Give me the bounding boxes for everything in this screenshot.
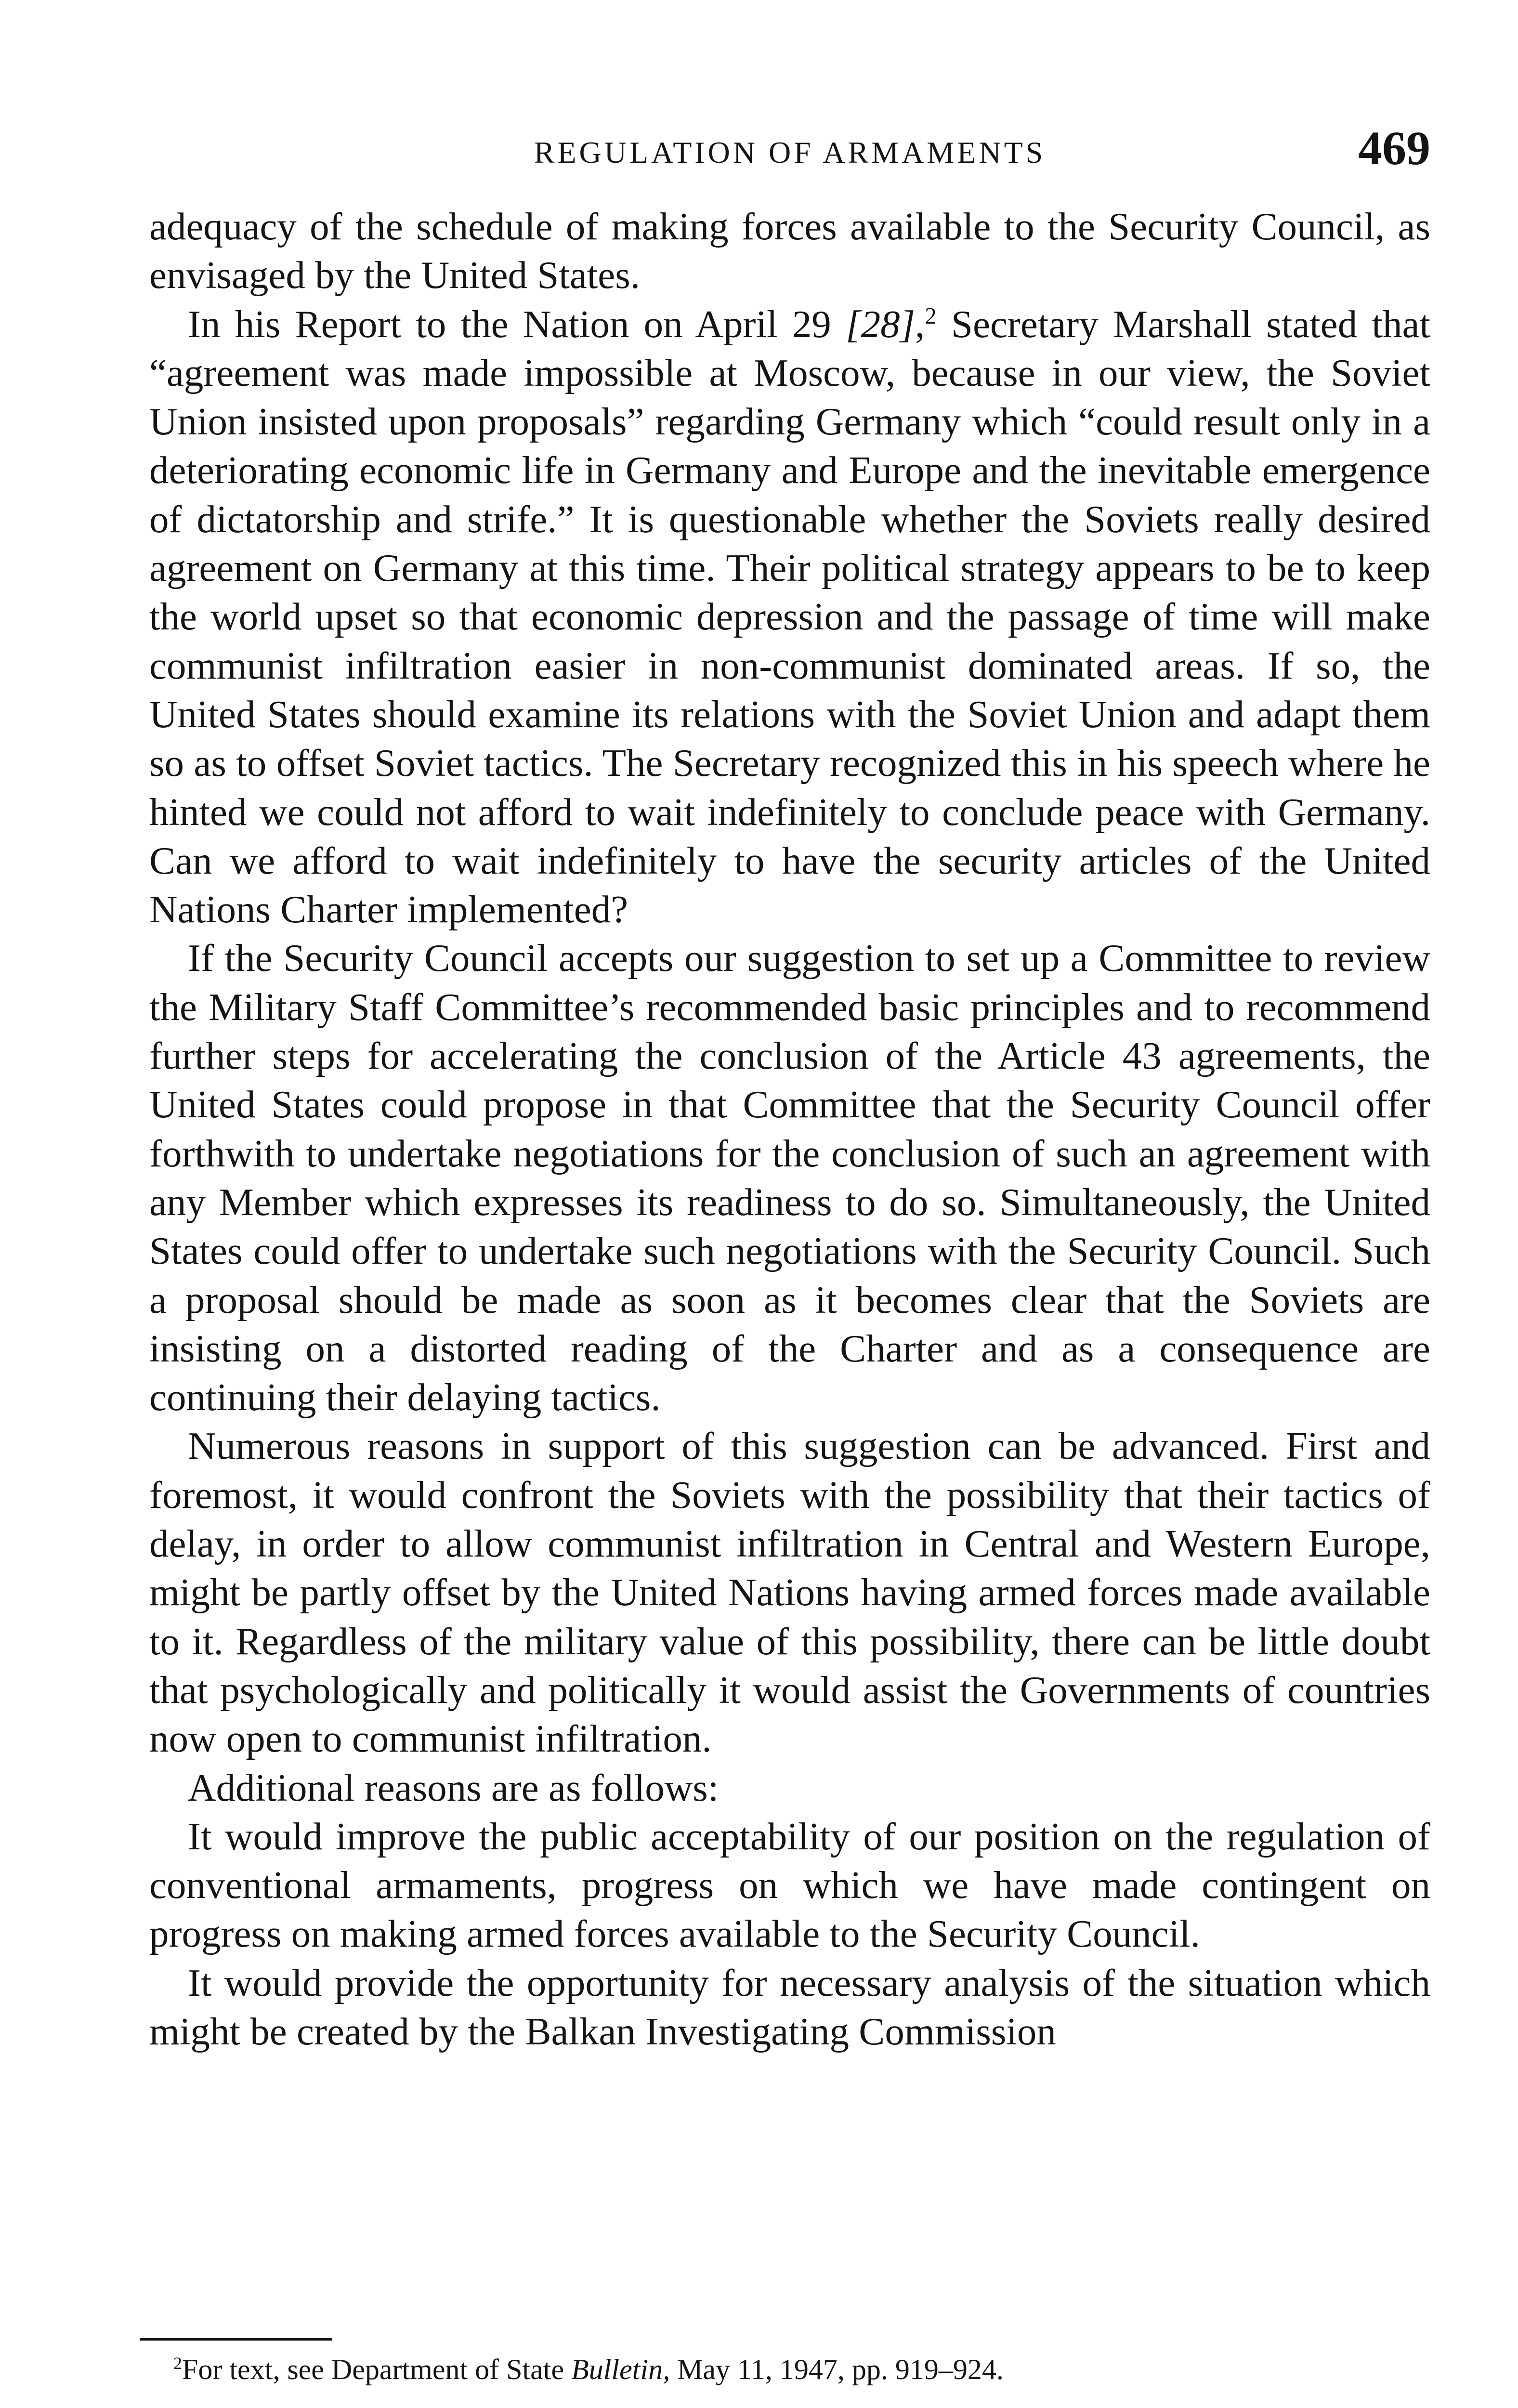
footnote-divider [140, 2338, 332, 2341]
page-number: 469 [1358, 121, 1430, 175]
footnote-publication-title: Bulletin, [571, 2354, 670, 2385]
body-text [149, 202, 1430, 2056]
paragraph-4: Numerous reasons in support of this suggestion can be advanced. First and foremost, it would confront the Soviets with the possibility that their tactics of delay, in order to allow communist infiltration in Central and Western Europe, might be partly offset by the United Nations having armed forces made available to it. Regardless of the military value of this possibility, there can be little doubt that psychologically and politically it would assist the Governments of countries now open to communist infiltration. [149, 1424, 1430, 1761]
footnote-text-lead: For text, see Department of State [182, 2354, 572, 2385]
footnote-number: 2 [173, 2354, 182, 2373]
paragraph-7: It would provide the opportunity for necessary analysis of the situation which might be created by the Balkan Investigating Commission [149, 1961, 1430, 2053]
footnote [173, 2350, 1004, 2389]
running-head: REGULATION OF ARMAMENTS [534, 135, 1046, 170]
paragraph-5: Additional reasons are as follows: [188, 1766, 719, 1809]
footnote-text-tail: May 11, 1947, pp. 919–924. [670, 2354, 1004, 2385]
paragraph-3: If the Security Council accepts our suggestion to set up a Committee to review the Military Staff Committee’s recommended basic principles and to recommend further steps for accelerating the conclusion of the Article 43 agreements, the United States could propose in that Committee that the Security Council offer forthwith to undertake negotiations for the conclusion of such an agreement with any Member which expresses its readiness to do so. Simultaneously, the United States could offer to undertake such negotiations with the Security Council. Such a proposal should be made as soon as it becomes clear that the Soviets are insisting on a distorted reading of the Charter and as a consequence are continuing their delaying tactics. [149, 936, 1430, 1419]
paragraph-2 [149, 300, 1430, 934]
footnote-marker[interactable]: 2 [925, 302, 937, 329]
paragraph-6: It would improve the public acceptability of our position on the regulation of conventional armaments, progress on which we have made contingent on progress on making armed forces available to the Security Council. [149, 1814, 1430, 1956]
page-header [149, 120, 1430, 178]
bracket-reference: [28] [846, 302, 916, 346]
paragraph-1: adequacy of the schedule of making forces available to the Security Council, as envisaged by the United States. [149, 205, 1430, 297]
paragraph-2-lead: In his Report to the Nation on April 29 [188, 302, 846, 346]
paragraph-2-comma: , [915, 302, 925, 346]
paragraph-2-body: Secretary Marshall stated that “agreement was made impossible at Moscow, because in our view, the Soviet Union insisted upon proposals” regarding Germany which “could result only in a deteriorating economic life in Germany and Europe and the inevitable emergence of dictatorship and strife.” It is questionable whether the Soviets really desired agreement on Germany at this time. Their political strategy appears to be to keep the world upset so that economic depression and the passage of time will make communist infiltration easier in non-communist dominated areas. If so, the United States should examine its relations with the Soviet Union and adapt them so as to offset Soviet tactics. The Secretary recognized this in his speech where he hinted we could not afford to wait indefinitely to conclude peace with Germany. Can we afford to wait indefinitely to have the security articles of the United Nations Charter implemented? [149, 302, 1430, 931]
